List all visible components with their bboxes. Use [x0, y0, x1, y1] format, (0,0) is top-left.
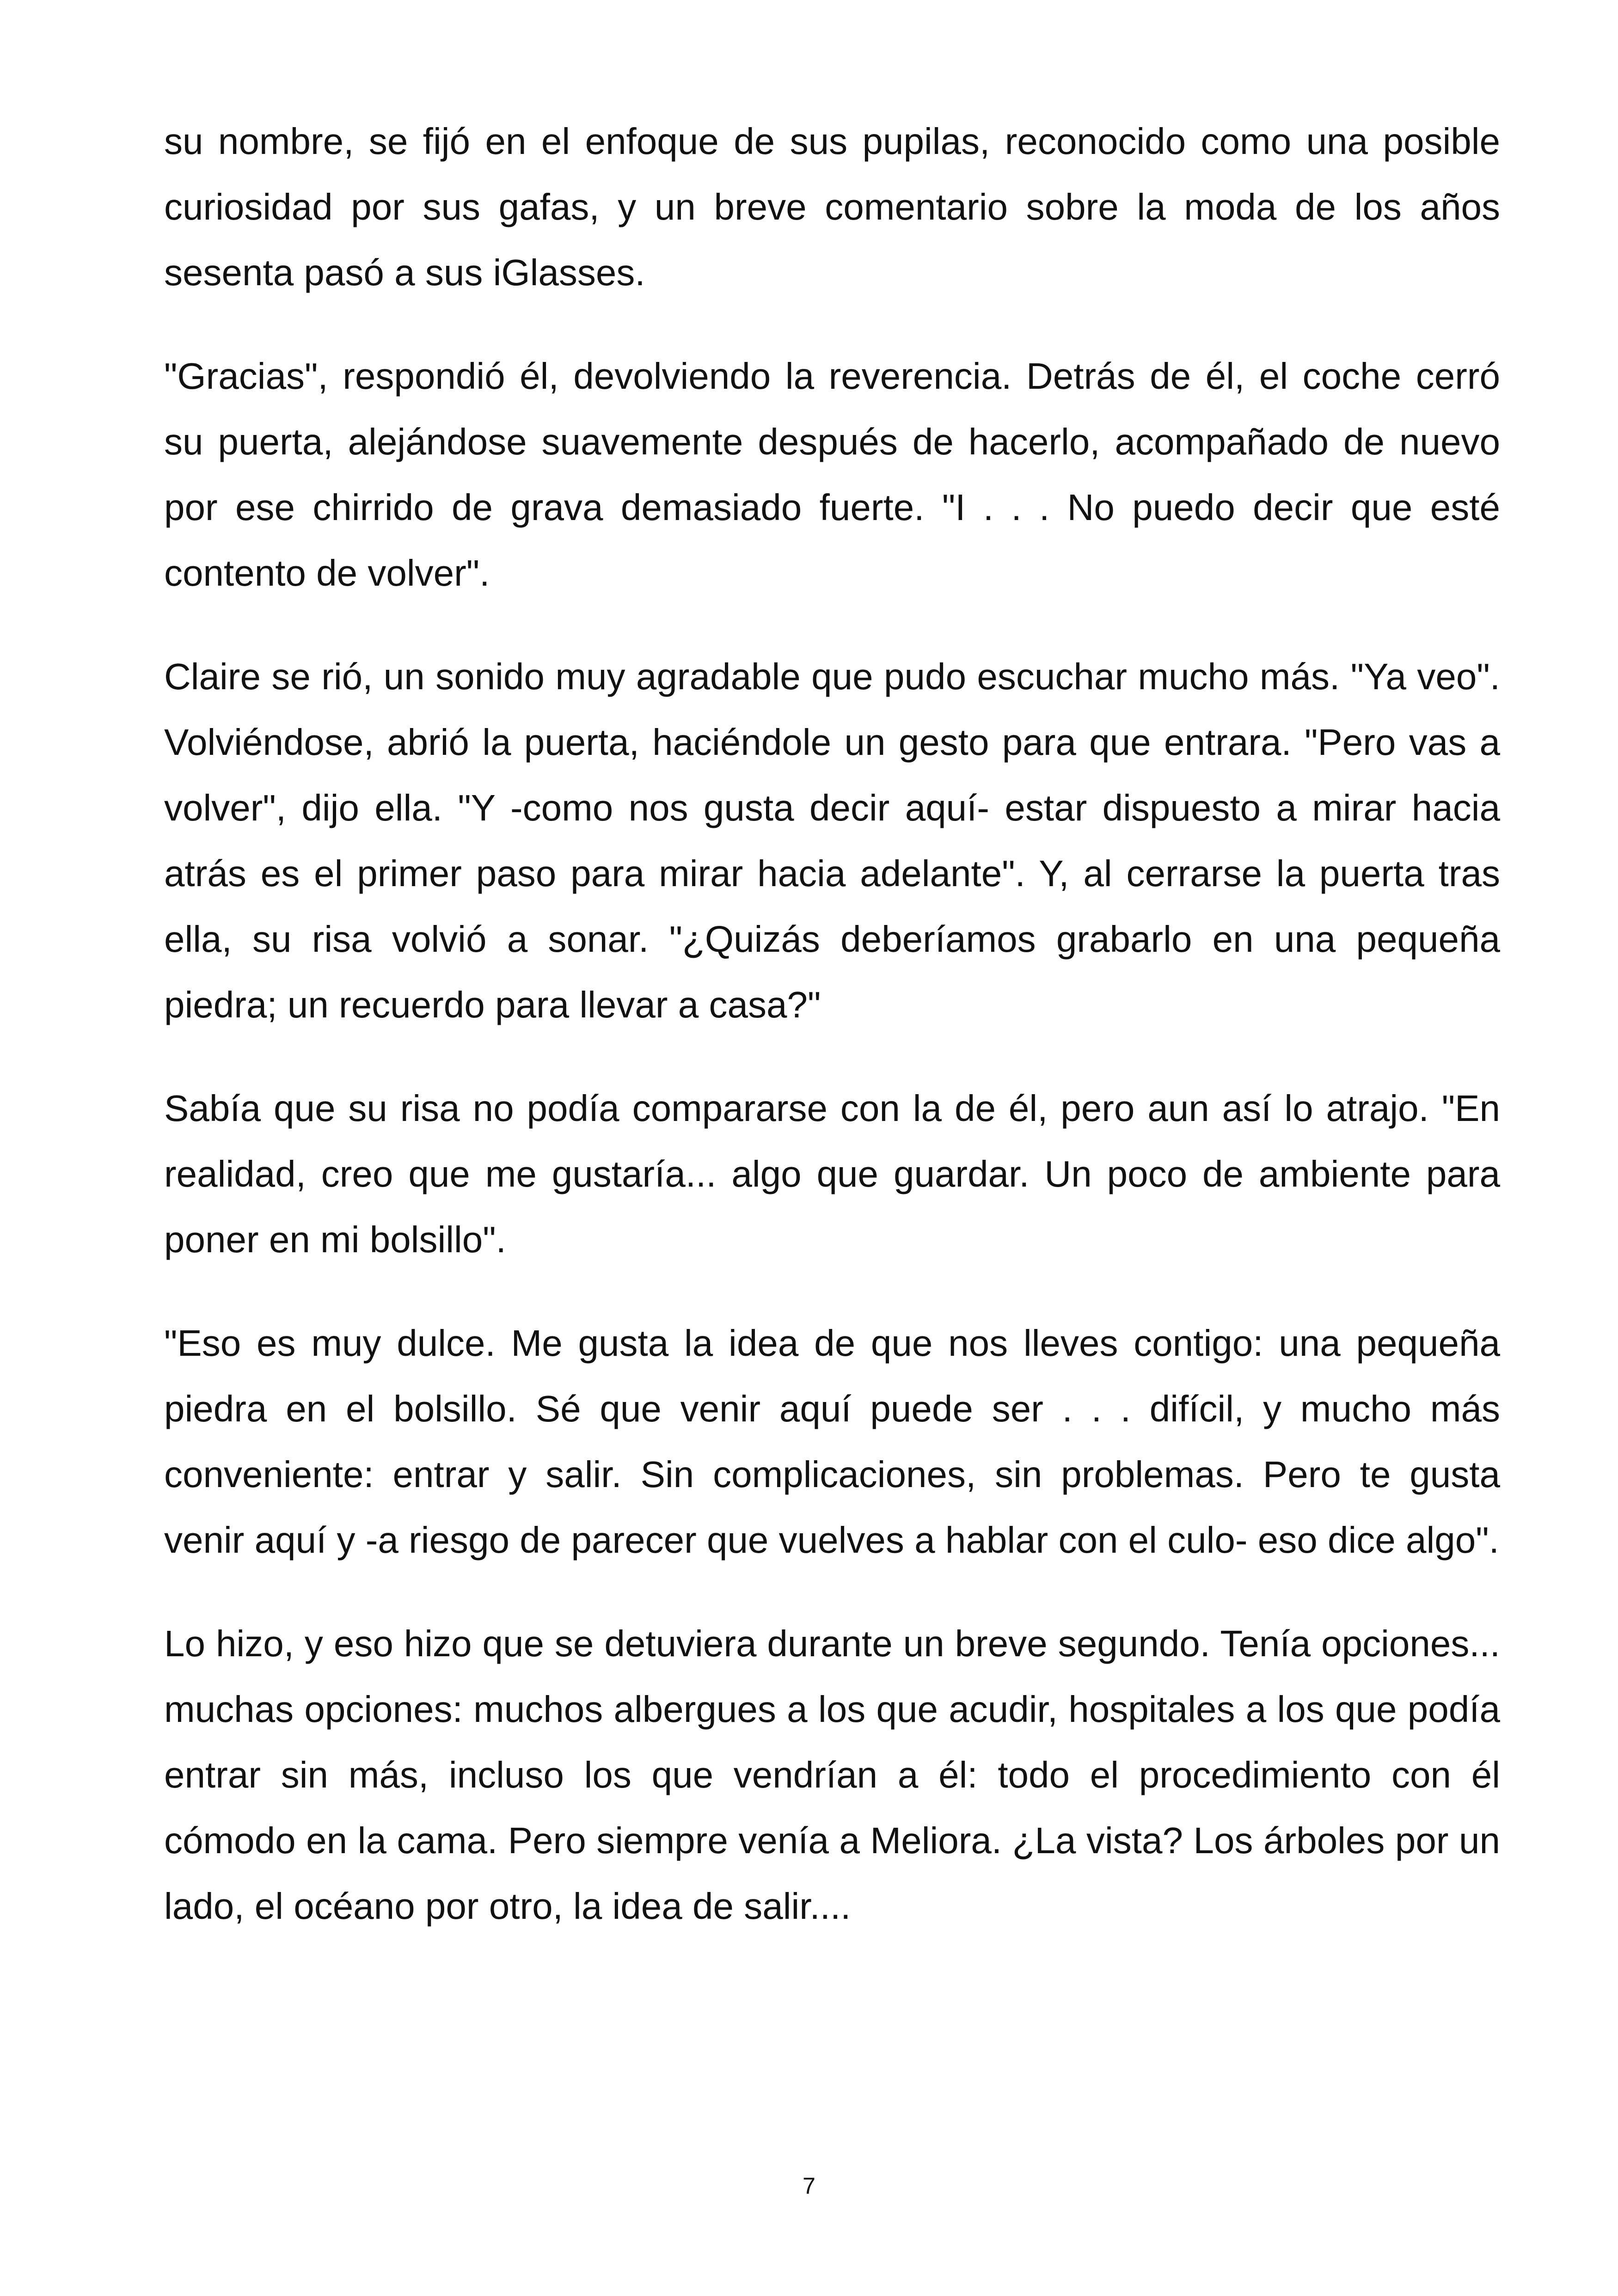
page-number: 7	[803, 2173, 815, 2199]
paragraph: "Gracias", respondió él, devolviendo la reverencia. Detrás de él, el coche cerró su puerta, alejándose suavemente después de hacerlo, acompañado de nuevo por ese chirrido de grava demasiado fuerte. "I . . . No puedo decir que esté contento de volver".	[164, 355, 1500, 594]
body-text	[164, 109, 1500, 1977]
paragraph: Claire se rió, un sonido muy agradable que pudo escuchar mucho más. "Ya veo". Volviéndose, abrió la puerta, haciéndole un gesto para que entrara. "Pero vas a volver", dijo ella. "Y -como nos gusta decir aquí- estar dispuesto a mirar hacia atrás es el primer paso para mirar hacia adelante". Y, al cerrarse la puerta tras ella, su risa volvió a sonar. "¿Quizás deberíamos grabarlo en una pequeña piedra; un recuerdo para llevar a casa?"	[164, 656, 1500, 1025]
paragraph: Lo hizo, y eso hizo que se detuviera durante un breve segundo. Tenía opciones... muchas opciones: muchos albergues a los que acudir, hospitales a los que podía entrar sin más, incluso los que vendrían a él: todo el procedimiento con él cómodo en la cama. Pero siempre venía a Meliora. ¿La vista? Los árboles por un lado, el océano por otro, la idea de salir....	[164, 1623, 1500, 1927]
paragraph: Sabía que su risa no podía compararse con la de él, pero aun así lo atrajo. "En realidad, creo que me gustaría... algo que guardar. Un poco de ambiente para poner en mi bolsillo".	[164, 1088, 1500, 1260]
paragraph: "Eso es muy dulce. Me gusta la idea de que nos lleves contigo: una pequeña piedra en el bolsillo. Sé que venir aquí puede ser . . . difícil, y mucho más conveniente: entrar y salir. Sin complicaciones, sin problemas. Pero te gusta venir aquí y -a riesgo de parecer que vuelves a hablar con el culo- eso dice algo".	[164, 1322, 1500, 1561]
paragraph: su nombre, se fijó en el enfoque de sus pupilas, reconocido como una posible curiosidad por sus gafas, y un breve comentario sobre la moda de los años sesenta pasó a sus iGlasses.	[164, 121, 1500, 293]
